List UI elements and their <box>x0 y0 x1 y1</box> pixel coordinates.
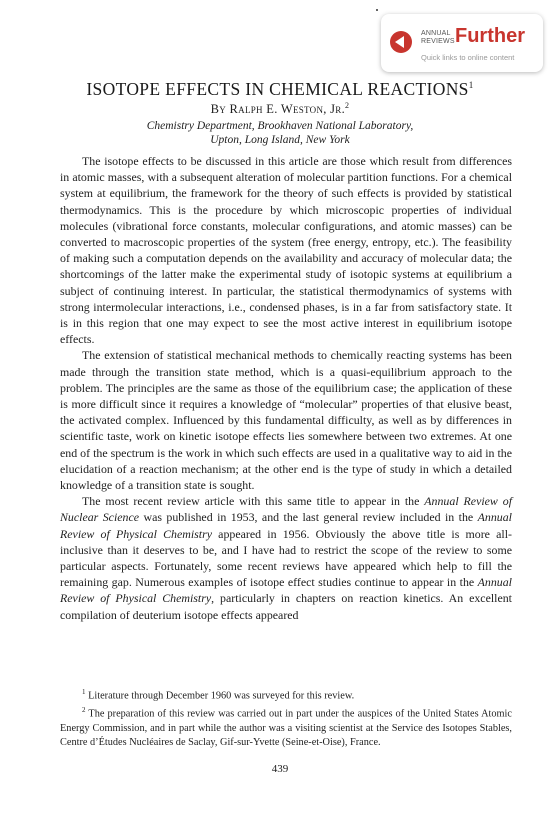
annual-reviews-logo-text: ANNUAL REVIEWS <box>421 30 455 45</box>
play-back-icon <box>390 31 412 53</box>
paragraph-2: The extension of statistical mechanical methods to chemically reacting systems has been made through the transition state method, which is a quasi-equilibrium approach to the problem. The principles are the same as those of the equilibrium case; the application of these is more difficult since it requires a knowledge of “molecular” properties of that elusive beast, the activated complex. Influenced by this fundamental difficulty, as well as by differences in scientific taste, work on kinetic isotope effects lies somewhere between two extremes. At one end of the spectrum is the work in which such effects are used in a qualitative way to aid in the elucidation of a reaction mechanism; at the other end is the type of study in which a detailed knowledge of a transition state is sought. <box>60 348 512 493</box>
title-footnote-mark: 1 <box>468 80 474 90</box>
article-body <box>60 153 512 623</box>
author-name: Ralph E. Weston, Jr. <box>229 102 346 117</box>
further-links-badge[interactable] <box>381 14 543 72</box>
author-line: By Ralph E. Weston, Jr.$^2$ <box>210 101 350 117</box>
further-label: Further <box>455 25 525 47</box>
page-number: 439 <box>271 763 289 775</box>
journal-citation: Annual Review of Nuclear Science <box>60 494 512 525</box>
footnotes <box>60 685 512 750</box>
paragraph-1: The isotope effects to be discussed in this article are those which result from differences in atomic masses, with a subsequent alteration of molecular partition functions. For a chemical system at equilibrium, the framework for the theory of such effects is provided by statistical thermodynamics. This is the procedure by which microscopic properties of individual molecules (vibrational force constants, molecular configurations, and atomic masses) can be converted to macroscopic properties of the system (free energy, entropy, etc.). The feasibility of making such a computation depends on the availability and accuracy of molecular data; the shortcomings of the latter make the experimental study of isotopic systems at equilibrium a subject of continuing interest. In particular, the statistical thermodynamics of systems with strong intermolecular interactions, i.e., condensed phases, is in a far from satisfactory state. It is in this region that one may expect to see the most active interest in equilibrium isotope effects. <box>60 154 512 347</box>
footnote-2: $^2$ The preparation of this review was carried out in part under the auspices of the United States Atomic Energy Commission, and in part while the author was a visiting scientist at the Service des Isotopes Stables, Centre d’Études Nucléaires de Saclay, Gif-sur-Yvette (Seine-et-Oise), France. <box>60 706 512 748</box>
footnote-1: $^1$ Literature through December 1960 was surveyed for this review. <box>82 688 355 702</box>
paragraph-3: The most recent review article with this same title to appear in the Annual Review of Nuclear Science was published in 1953, and the last general review included in the Annual Review of Physical Chemistry appeared in 1956. Obviously the above title is more all-inclusive than it deserves to be, and I have had to restrict the scope of the review to some particular aspects. Fortunately, some recent reviews have appeared which help to fill the remaining gap. Numerous examples of isotope effect studies continue to appear in the Annual Review of Physical Chemistry, particularly in chapters on reaction kinetics. An excellent compilation of deuterium isotope effects appeared <box>60 494 512 622</box>
journal-citation: Annual Review of Physical Chemistry <box>60 575 512 606</box>
affiliation-line-1: Chemistry Department, Brookhaven National Laboratory, <box>146 120 414 132</box>
author-footnote-mark: 2 <box>345 101 350 110</box>
affiliation-line-2: Upton, Long Island, New York <box>210 134 350 146</box>
journal-citation: Annual Review of Physical Chemistry <box>60 510 512 541</box>
quick-links-caption: Quick links to online content <box>421 53 515 62</box>
speck <box>376 9 378 11</box>
article-title: ISOTOPE EFFECTS IN CHEMICAL REACTIONS$^1$ <box>86 78 474 99</box>
